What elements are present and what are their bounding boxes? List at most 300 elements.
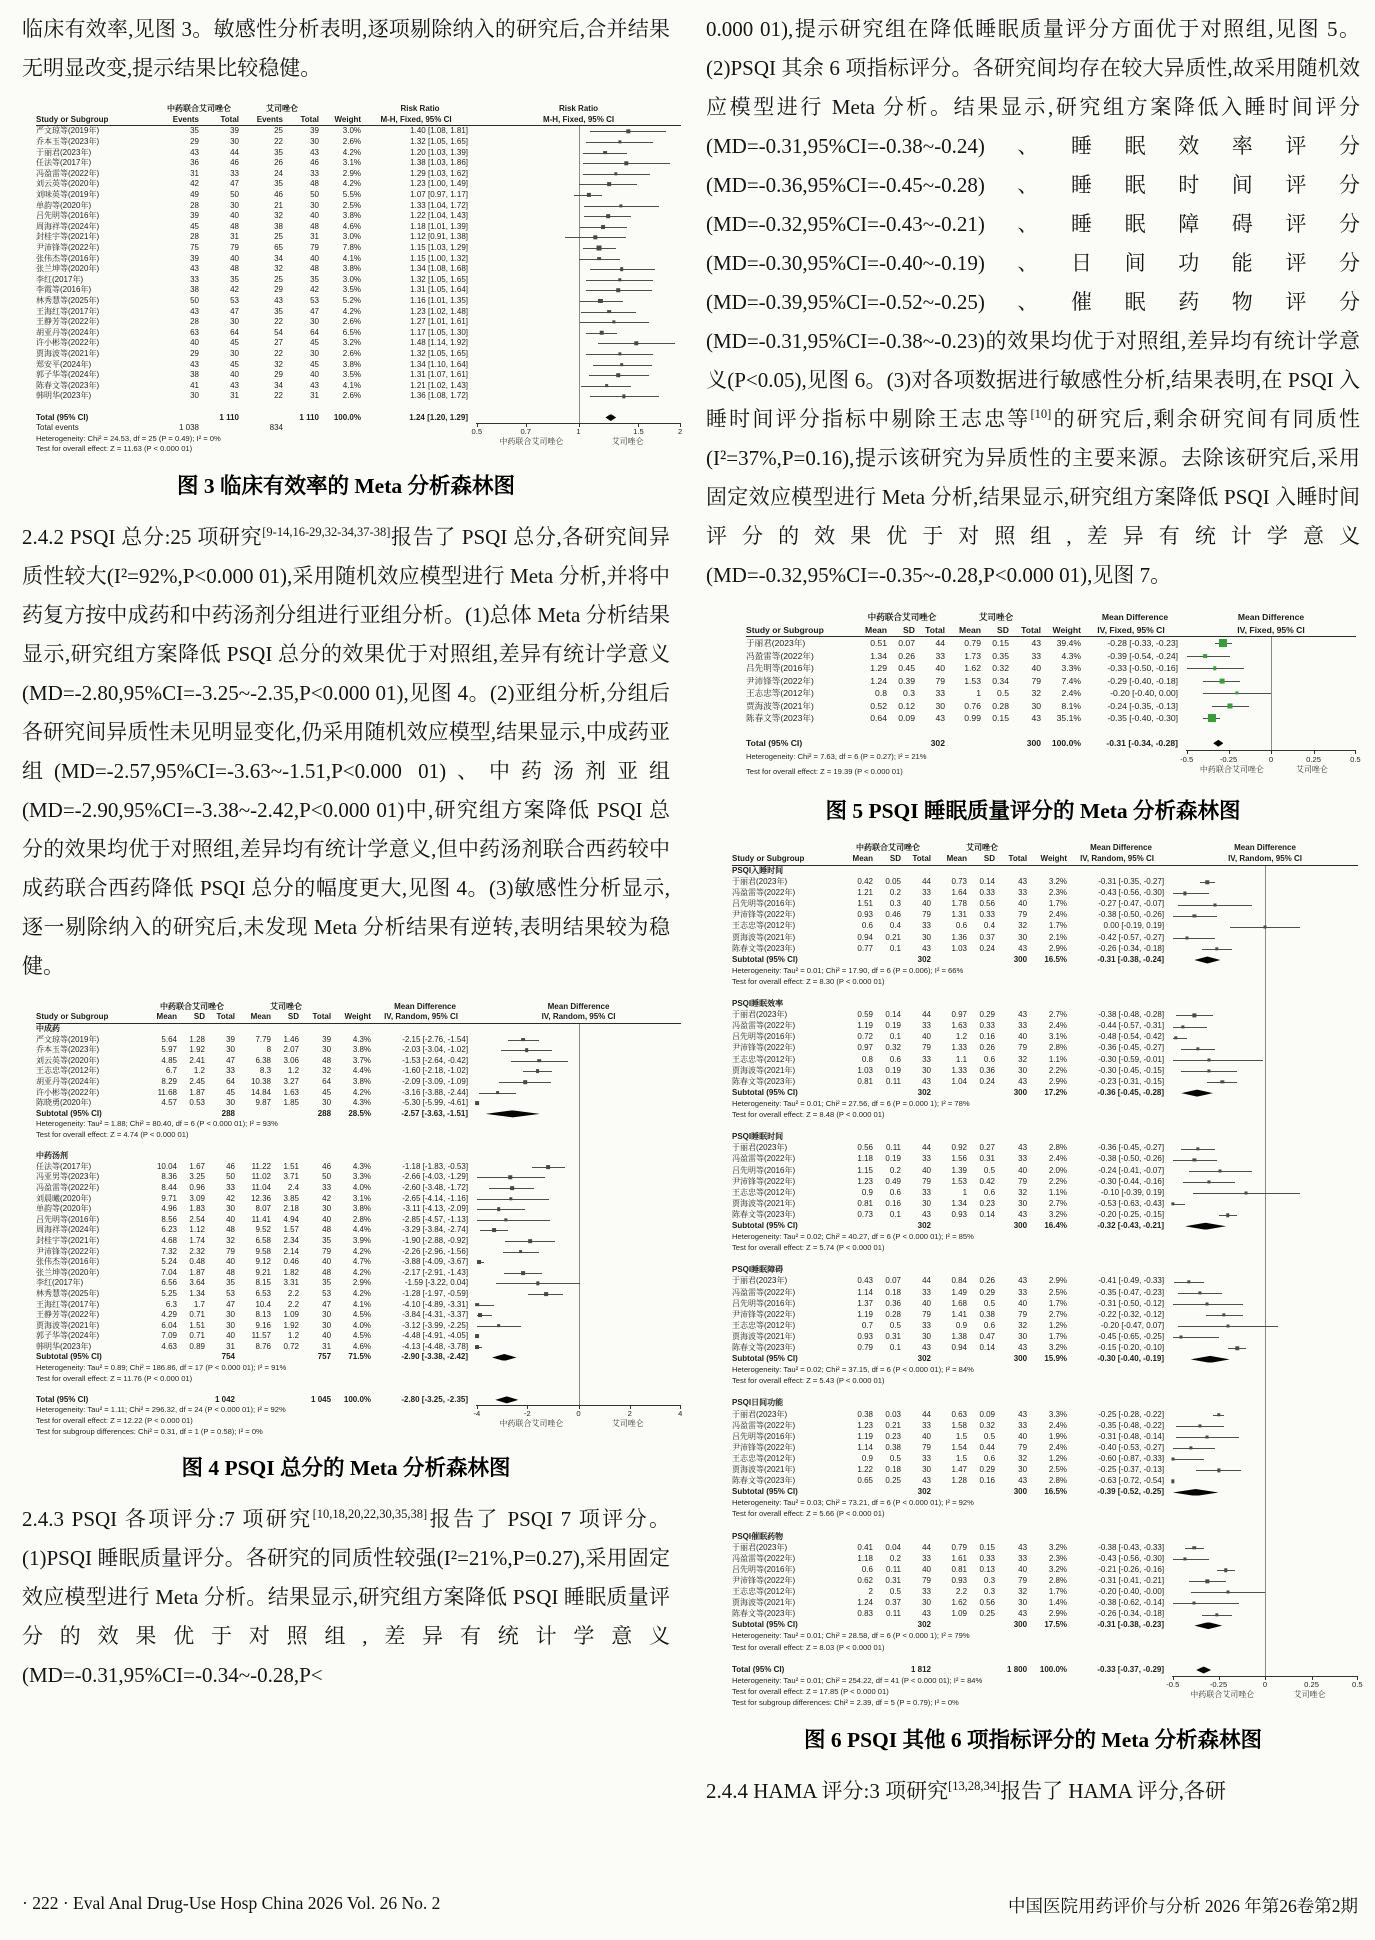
forest-cell: 2.32	[189, 1246, 205, 1256]
forest-cell: 25	[274, 232, 283, 242]
forest-cell: 1.49	[951, 1287, 968, 1297]
forest-note-row	[732, 977, 1358, 988]
ci-line	[1187, 656, 1231, 657]
plot-area	[476, 126, 681, 137]
forest-cell: 30	[922, 1331, 932, 1341]
forest-cell: 288	[317, 1108, 332, 1118]
forest-row	[732, 1409, 1358, 1420]
forest-cell: 9.12	[255, 1257, 272, 1267]
forest-plot-cell	[1172, 999, 1358, 1010]
forest-cell: 1.2	[287, 1066, 300, 1076]
forest-cell: 43	[1018, 1209, 1028, 1219]
forest-cell: 47	[230, 179, 239, 189]
forest-cell: 30	[226, 1204, 236, 1214]
forest-gap-row	[732, 1254, 1358, 1265]
forest-cell: 1.1	[955, 1054, 968, 1064]
forest-plot-cell	[1172, 1653, 1358, 1664]
forest-cell: 0.63	[951, 1409, 968, 1419]
forest-cell: 0.93	[951, 1209, 968, 1219]
forest-cell: 1 045	[311, 1394, 332, 1404]
forest-cell: 42	[190, 179, 199, 189]
forest-cell: -0.35 [-0.48, -0.22]	[1098, 1420, 1165, 1430]
forest-cell: 48	[230, 221, 239, 231]
forest-cell	[970, 1487, 998, 1498]
forest-cell: 1.38	[951, 1331, 968, 1341]
forest-note: Heterogeneity: Tau² = 1.88; Chi² = 80.40, df = 6 (P < 0.000 01); I² = 93%	[36, 1119, 278, 1129]
forest-cell: 4.68	[161, 1235, 177, 1245]
forest-cell: Total (95% CI)	[732, 1664, 785, 1674]
forest-cell: 0.09	[898, 713, 915, 724]
forest-plot-cell	[1172, 932, 1358, 943]
forest-cell	[948, 737, 984, 750]
forest-header-cols	[36, 1012, 681, 1023]
forest-cell: -1.90 [-2.88, -0.92]	[402, 1235, 469, 1245]
plot-area	[1186, 650, 1356, 663]
forest-plot-cell	[476, 190, 681, 201]
page-footer	[22, 1893, 1358, 1918]
hd-blank	[334, 1002, 374, 1013]
forest-cell: 43	[190, 264, 199, 274]
axis-label-right: 艾司唑仑	[1293, 1689, 1326, 1699]
forest-cell: 陈春文等(2023年)	[732, 1609, 796, 1619]
forest-cell: 许小彬等(2022年)	[36, 1087, 100, 1097]
forest-cell: 29	[190, 348, 199, 358]
forest-cell: 33	[922, 1553, 932, 1563]
forest-cell: -0.33 [-0.50, -0.16]	[1107, 663, 1179, 674]
forest-row	[36, 1204, 681, 1215]
forest-cell: 35	[322, 1278, 332, 1288]
plot-area	[1172, 1298, 1358, 1309]
forest-plot-cell	[476, 1331, 681, 1342]
zero-line-segment	[579, 1162, 580, 1173]
point-estimate-marker	[519, 1250, 523, 1254]
forest-cell: 0.46	[885, 910, 901, 920]
forest-plot-cell	[1172, 1199, 1358, 1210]
text-run: 报告了 PSQI 7 项评分。(1)PSQI 睡眠质量评分。各研究的同质性较强(I²=21%,P=0.27),采用固定效应模型进行 Meta 分析。结果显示,研究组方案降低 PSQI 睡眠质量评分的效果优于对照组,差异有统计学意义(MD=-0.31,95%CI=-0.34~-0.28,P<	[22, 1506, 670, 1687]
forest-cell: 封桂宇等(2021年)	[36, 232, 100, 242]
forest-note-row	[732, 966, 1358, 977]
forest-cell: 4.29	[161, 1310, 177, 1320]
zero-line-segment	[1265, 1454, 1266, 1465]
zero-line-segment	[579, 264, 580, 275]
forest-cell: 冯盈雷等(2022年)	[746, 650, 814, 661]
forest-cell: 5.64	[161, 1034, 177, 1044]
forest-cell: 0.46	[283, 1257, 300, 1267]
forest-cell: 4.3%	[1061, 650, 1082, 661]
forest-cell: 302	[917, 1620, 932, 1630]
forest-cell: 1.09	[283, 1310, 300, 1320]
forest-cell: 1.34	[870, 650, 887, 661]
forest-cell: 11.02	[251, 1172, 272, 1182]
forest-row	[732, 943, 1358, 954]
forest-cell	[876, 1620, 904, 1631]
forest-cell: 0.44	[979, 1442, 996, 1452]
forest-row	[732, 1143, 1358, 1154]
plot-area	[476, 285, 681, 296]
forest-cell: 30	[230, 137, 239, 147]
forest-cell: 1.31	[951, 910, 968, 920]
zero-line-segment	[1265, 988, 1266, 999]
forest-cell: Subtotal (95% CI)	[732, 954, 798, 964]
forest-cell: 0.89	[189, 1341, 205, 1351]
forest-cell: -0.25 [-0.28, -0.22]	[1098, 1409, 1165, 1419]
plot-area	[1172, 1076, 1358, 1087]
hd-col: SD	[984, 624, 1012, 637]
forest-cell: 45	[310, 359, 319, 369]
forest-cell: 0.07	[885, 1276, 901, 1286]
zero-line-segment	[1265, 1243, 1266, 1254]
forest-row	[36, 1299, 681, 1310]
plot-area	[1172, 1554, 1358, 1565]
plot-area	[476, 1130, 681, 1141]
forest-cell: 5.25	[161, 1288, 177, 1298]
forest-table	[746, 611, 1361, 780]
zero-line-segment	[579, 1077, 580, 1088]
forest-cell: 30	[922, 932, 932, 942]
forest-cell: -3.12 [-3.99, -2.25]	[402, 1320, 469, 1330]
forest-cell: 43	[922, 943, 932, 953]
forest-row	[36, 1331, 681, 1342]
forest-cell: -0.38 [-0.50, -0.26]	[1098, 910, 1165, 920]
forest-cell: 1.62	[964, 663, 981, 674]
forest-cell: 0.71	[189, 1331, 205, 1341]
forest-cell: 30	[310, 200, 319, 210]
plot-area	[1172, 999, 1358, 1010]
forest-cell: 0.23	[885, 1431, 901, 1441]
forest-row	[732, 1565, 1358, 1576]
zero-line-segment	[1271, 725, 1272, 738]
forest-cell	[180, 1109, 208, 1120]
forest-cell: 8.44	[161, 1182, 177, 1192]
forest-note-row	[732, 1642, 1358, 1653]
forest-cell: 8.1%	[1061, 700, 1082, 711]
forest-cell: -1.60 [-2.18, -1.02]	[402, 1066, 469, 1076]
zero-line-segment	[579, 1384, 580, 1395]
hd-col: Events	[242, 115, 286, 126]
forest-cell: -0.31 [-0.41, -0.21]	[1098, 1575, 1165, 1585]
forest-gap-row	[36, 1384, 681, 1395]
plot-area	[1172, 1587, 1358, 1598]
point-estimate-marker	[525, 1048, 529, 1052]
forest-cell: 2.9%	[342, 168, 361, 178]
forest-plot-cell	[1172, 1498, 1358, 1509]
forest-row	[732, 1343, 1358, 1354]
forest-cell: 1.1%	[1048, 1054, 1068, 1064]
plot-area	[1172, 1465, 1358, 1476]
forest-cell: 1.12	[189, 1225, 205, 1235]
forest-cell: 33	[935, 650, 945, 661]
forest-row	[36, 1289, 681, 1300]
zero-line-segment	[1265, 1199, 1266, 1210]
forest-cell: 4.6%	[342, 221, 361, 231]
forest-cell: 贾海波等(2021年)	[746, 700, 814, 711]
forest-cell: 6.3	[165, 1299, 177, 1309]
forest-cell: 28	[190, 200, 199, 210]
forest-cell: 1	[962, 1187, 968, 1197]
zero-line-segment	[1271, 650, 1272, 663]
forest-row	[36, 275, 681, 286]
forest-cell: 7.79	[255, 1034, 272, 1044]
forest-cell: Total (95% CI)	[746, 738, 803, 749]
forest-cell: 29	[274, 285, 283, 295]
forest-cell: 0.31	[885, 1331, 901, 1341]
point-estimate-marker	[1193, 914, 1196, 917]
point-estimate-marker	[1226, 1213, 1229, 1216]
left-column	[22, 10, 683, 1695]
forest-cell: 0.45	[898, 663, 915, 674]
forest-cell: 2.3%	[1048, 1553, 1068, 1563]
forest-cell: 6.53	[255, 1288, 272, 1298]
forest-cell: 43	[922, 1476, 932, 1486]
forest-cell	[842, 1088, 876, 1099]
hd-effect-title: Risk Ratio	[400, 104, 440, 114]
hd-col: Mean	[146, 1012, 180, 1023]
axis-tick-label: 2	[678, 426, 683, 436]
plot-area	[476, 1034, 681, 1045]
point-estimate-marker	[607, 310, 611, 314]
forest-cell: 2.7%	[1048, 1198, 1068, 1208]
plot-area	[476, 1204, 681, 1215]
point-estimate-marker	[1206, 1436, 1209, 1439]
plot-area	[1172, 1431, 1358, 1442]
forest-cell: -0.26 [-0.34, -0.18]	[1098, 1609, 1165, 1619]
forest-cell: 33	[922, 1453, 932, 1463]
forest-cell: 40	[230, 211, 239, 221]
ci-line	[477, 1199, 549, 1200]
forest-cell: 0.96	[189, 1182, 205, 1192]
forest-plot-cell	[1186, 725, 1356, 738]
forest-cell: -0.30 [-0.44, -0.16]	[1098, 1176, 1165, 1186]
forest-cell: 2.9%	[1048, 943, 1068, 953]
forest-header-cols	[732, 854, 1358, 866]
forest-cell: 17.2%	[1044, 1087, 1068, 1097]
forest-cell: 43	[1018, 943, 1028, 953]
forest-cell: 50	[310, 190, 319, 200]
forest-cell: 冯盈雷等(2022年)	[732, 1154, 796, 1164]
forest-cell: 40	[230, 253, 239, 263]
forest-row	[746, 712, 1356, 725]
forest-cell: 9.52	[255, 1225, 272, 1235]
plot-area	[1172, 1021, 1358, 1032]
forest-plot-cell	[1172, 1187, 1358, 1198]
zero-line-segment	[579, 147, 580, 158]
forest-cell: 单韵等(2020年)	[36, 1204, 92, 1214]
point-estimate-marker	[1222, 1313, 1225, 1316]
forest-row	[732, 921, 1358, 932]
forest-plot-cell	[476, 126, 681, 137]
forest-cell: 32	[1018, 1054, 1028, 1064]
paragraph-psqi-items	[706, 10, 1360, 595]
zero-line-segment	[579, 1151, 580, 1162]
forest-plot-cell	[476, 179, 681, 190]
forest-cell: 2.7%	[1048, 1010, 1068, 1020]
forest-row	[732, 1154, 1358, 1165]
zero-line-segment	[1265, 1254, 1266, 1265]
forest-row	[732, 1010, 1358, 1021]
forest-cell: 1 110	[299, 412, 319, 422]
forest-row	[36, 412, 681, 423]
forest-cell: 43	[922, 1209, 932, 1219]
forest-cell: 33	[1018, 1420, 1028, 1430]
forest-cell: 50	[226, 1172, 236, 1182]
forest-cell: -2.03 [-3.04, -1.02]	[402, 1045, 469, 1055]
plot-area	[476, 1140, 681, 1151]
forest-cell: -1.18 [-1.83, -0.53]	[402, 1161, 469, 1171]
forest-note-row	[732, 1676, 1358, 1687]
forest-cell: 0.72	[857, 1032, 873, 1042]
zero-line-segment	[579, 126, 580, 137]
point-estimate-marker	[509, 1197, 512, 1200]
axis-tick-label: 2	[627, 1409, 632, 1419]
hd-col: Mean	[842, 854, 876, 866]
forest-header-groups	[36, 1002, 681, 1013]
forest-cell: 30	[1018, 932, 1028, 942]
forest-cell: 于丽君(2023年)	[732, 1276, 788, 1286]
forest-cell: 0.92	[951, 1143, 968, 1153]
forest-plot-cell	[476, 1077, 681, 1088]
forest-row	[732, 1454, 1358, 1465]
zero-line-segment	[1265, 888, 1266, 899]
forest-cell: 11.04	[251, 1182, 272, 1192]
forest-cell: 2	[868, 1587, 873, 1597]
zero-line-segment	[1265, 1265, 1266, 1276]
forest-cell: 1.32 [1.05, 1.65]	[410, 137, 468, 147]
point-estimate-marker	[1203, 654, 1207, 658]
forest-cell: 1.34 [1.08, 1.68]	[410, 264, 468, 274]
forest-section-title: 中药汤剂	[36, 1151, 68, 1161]
forest-cell: -0.63 [-0.72, -0.54]	[1098, 1476, 1165, 1486]
forest-row	[732, 1587, 1358, 1598]
forest-note-row	[732, 1365, 1358, 1376]
forest-cell: 1.53	[951, 1176, 968, 1186]
forest-note: Heterogeneity: Tau² = 0.02; Chi² = 40.27, df = 6 (P < 0.000 01); I² = 85%	[732, 1232, 974, 1242]
plot-area	[476, 1342, 681, 1353]
forest-note-row	[732, 1376, 1358, 1387]
forest-row	[732, 1043, 1358, 1054]
forest-plot-cell	[476, 1109, 681, 1120]
zero-line-segment	[1265, 1609, 1266, 1620]
plot-area	[476, 1172, 681, 1183]
forest-cell: 刘晨曦(2020年)	[36, 1193, 92, 1203]
forest-cell: 2.2	[955, 1587, 968, 1597]
forest-cell: 6.38	[255, 1055, 272, 1065]
forest-cell	[934, 1620, 970, 1631]
plot-area	[1172, 1210, 1358, 1221]
plot-area	[1172, 1542, 1358, 1553]
hd-blank	[36, 1002, 146, 1013]
forest-cell: 1.56	[951, 1154, 968, 1164]
forest-cell: 3.8%	[342, 264, 361, 274]
plot-area	[1172, 932, 1358, 943]
forest-cell: 3.8%	[352, 1077, 372, 1087]
forest-cell: 1.22	[857, 1465, 873, 1475]
summary-diamond	[1173, 1489, 1219, 1496]
forest-gap	[36, 402, 476, 413]
forest-cell: 65	[274, 243, 283, 253]
forest-cell: 30	[935, 700, 945, 711]
forest-cell: 11.22	[251, 1161, 272, 1171]
point-estimate-marker	[1180, 1336, 1183, 1339]
forest-cell: 1.92	[189, 1045, 205, 1055]
forest-cell: 0.2	[889, 1165, 901, 1175]
forest-plot-cell	[476, 1183, 681, 1194]
forest-plot-cell	[476, 1267, 681, 1278]
forest-cell: 2.07	[283, 1045, 300, 1055]
forest-cell: 300	[1013, 1487, 1028, 1497]
forest-cell: 41	[190, 380, 199, 390]
hd-plot-title: Mean Difference	[547, 1001, 610, 1011]
forest-cell: 0.18	[885, 1287, 901, 1297]
forest-cell: Subtotal (95% CI)	[732, 1220, 798, 1230]
forest-cell: -3.16 [-3.88, -2.44]	[402, 1087, 469, 1097]
forest-cell: 6.56	[161, 1278, 177, 1288]
forest-cell: 0.4	[983, 921, 996, 931]
forest-cell	[180, 1395, 208, 1406]
forest-plot-cell	[476, 1373, 681, 1384]
forest-cell: 陈春文等(2023年)	[732, 1209, 796, 1219]
forest-cell: -0.35 [-0.47, -0.23]	[1098, 1287, 1165, 1297]
forest-plot-cell	[1186, 650, 1356, 663]
forest-cell	[146, 1352, 180, 1363]
zero-line-segment	[579, 243, 580, 254]
forest-row	[36, 1034, 681, 1045]
forest-cell: 4.2%	[342, 147, 361, 157]
forest-cell: 30	[1018, 1331, 1028, 1341]
forest-cell: -4.48 [-4.91, -4.05]	[402, 1331, 469, 1341]
forest-cell: 28	[190, 232, 199, 242]
forest-cell: 33	[226, 1066, 236, 1076]
zero-line-segment	[1265, 1054, 1266, 1065]
zero-line-segment	[579, 1204, 580, 1215]
forest-row	[36, 179, 681, 190]
forest-cell: 2.2%	[1048, 1065, 1068, 1075]
forest-cell: 50	[230, 190, 239, 200]
forest-cell: 刘云英等(2020年)	[36, 179, 100, 189]
forest-cell: 0.29	[979, 1287, 996, 1297]
forest-cell: -2.57 [-3.63, -1.51]	[401, 1108, 469, 1118]
forest-section-title: PSQI睡眠效率	[732, 999, 784, 1009]
forest-cell: 0.11	[886, 1609, 901, 1619]
forest-plot-cell	[1186, 687, 1356, 700]
zero-line-segment	[1265, 1010, 1266, 1021]
forest-cell: 王志忠等(2012年)	[732, 1187, 796, 1197]
point-estimate-marker	[492, 1228, 496, 1232]
forest-cell: 30	[322, 1204, 332, 1214]
forest-plot-cell	[476, 1363, 681, 1374]
point-estimate-marker	[1226, 1325, 1229, 1328]
forest-cell: 陈春文等(2023年)	[732, 1343, 796, 1353]
forest-cell: 48	[322, 1055, 332, 1065]
forest-cell: 2.8%	[1048, 1575, 1068, 1585]
zero-line-segment	[1265, 1653, 1266, 1664]
plot-area	[476, 412, 681, 423]
forest-cell: 尹沛锋等(2022年)	[732, 1442, 796, 1452]
point-estimate-marker	[1193, 1602, 1196, 1605]
forest-cell: 1 038	[178, 423, 199, 433]
forest-row	[36, 264, 681, 275]
forest-cell: 严文琼等(2019年)	[36, 1034, 100, 1044]
forest-cell: -0.38 [-0.43, -0.33]	[1098, 1542, 1165, 1552]
summary-diamond	[486, 1110, 540, 1117]
plot-area	[1186, 687, 1356, 700]
hd-col: Study or Subgroup	[36, 115, 156, 126]
forest-plot-cell	[476, 1225, 681, 1236]
forest-cell: 0.29	[979, 1465, 996, 1475]
forest-cell: 1 042	[214, 1394, 236, 1404]
zero-line-segment	[1265, 1232, 1266, 1243]
forest-cell: 1.63	[283, 1087, 300, 1097]
forest-cell: 6.7	[165, 1066, 177, 1076]
